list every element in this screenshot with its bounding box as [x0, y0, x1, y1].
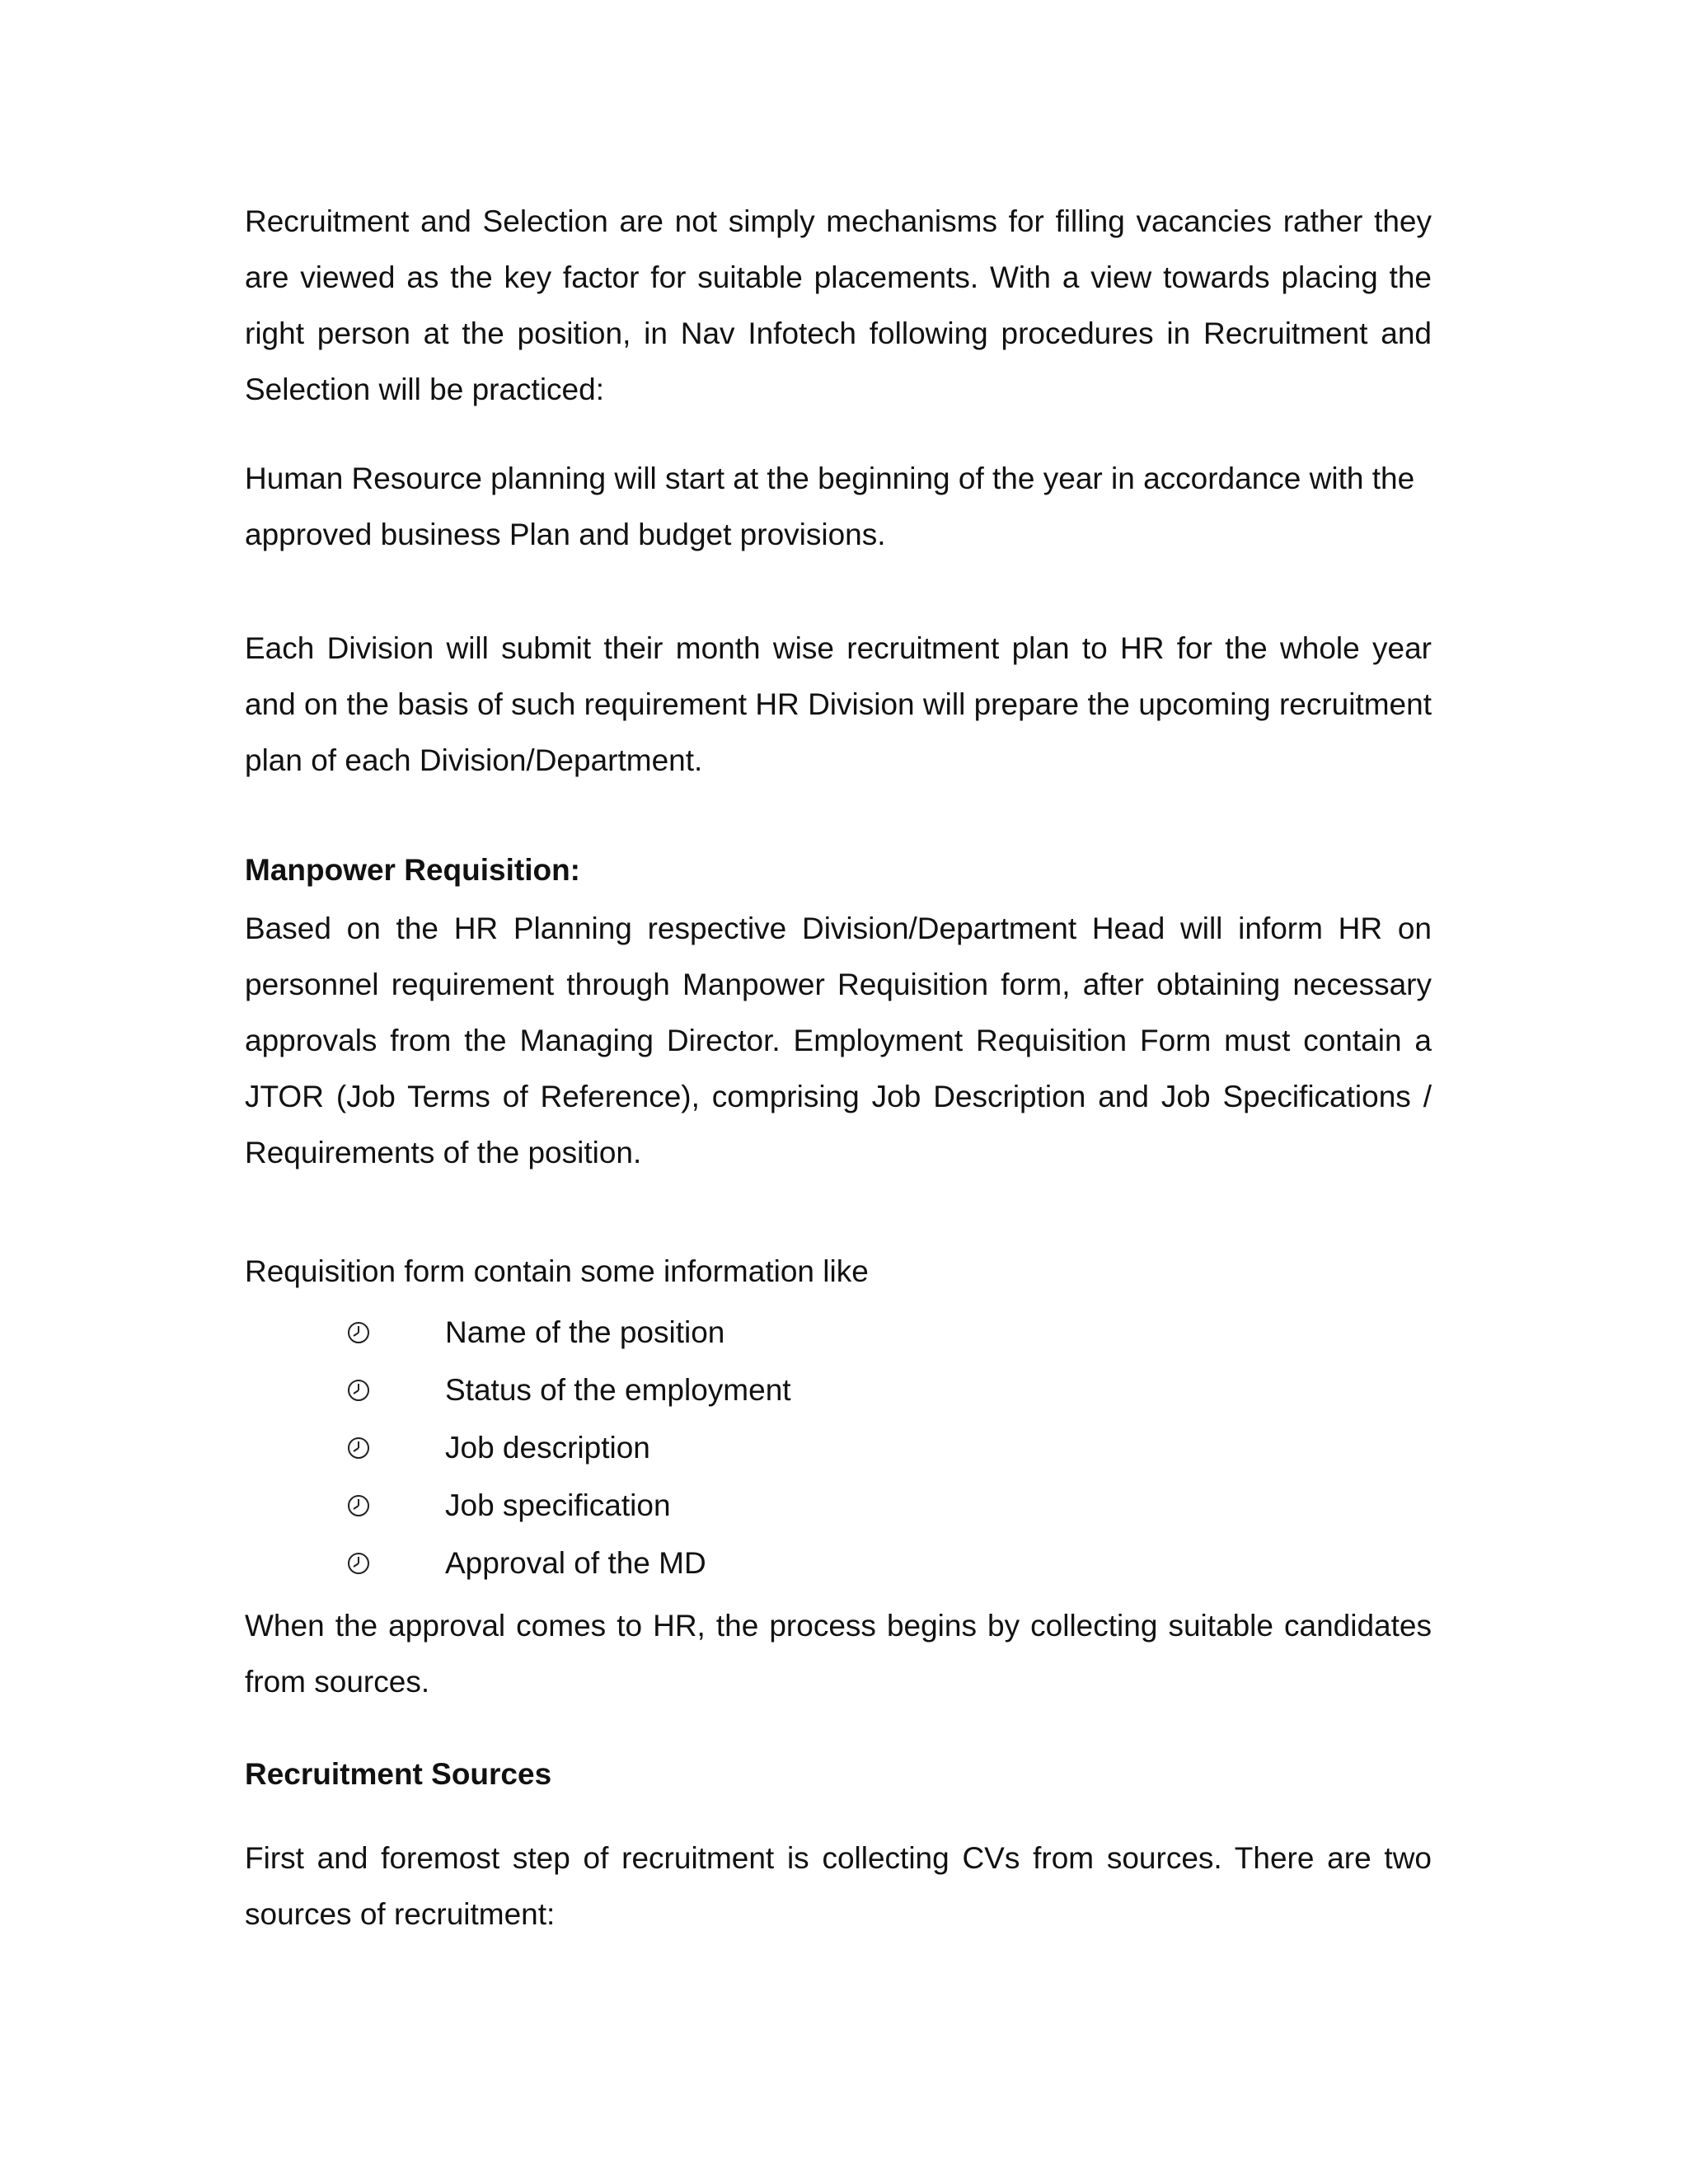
- clock-icon: [346, 1320, 445, 1345]
- clock-icon: [346, 1378, 445, 1403]
- manpower-requisition-heading: Manpower Requisition:: [245, 853, 580, 887]
- list-item: [346, 1419, 791, 1477]
- list-item-text: Name of the position: [445, 1315, 725, 1349]
- division-plan-paragraph: Each Division will submit their month wise recruitment plan to HR for the whole year and on the basis of such requirement HR Division will prepare the upcoming recruitment plan of each Division/Department.: [245, 631, 1432, 777]
- clock-icon: [346, 1493, 445, 1518]
- requisition-body-paragraph: Based on the HR Planning respective Division/Department Head will inform HR on personnel requirement through Manpower Requisition form, after obtaining necessary approvals from the Managing Director. Employment Requisition Form must contain a JTOR (Job Terms of Reference), comprising Job Description and Job Specifications / Requirements of the position.: [245, 912, 1432, 1169]
- list-item-text: Job specification: [445, 1488, 671, 1522]
- list-item: [346, 1304, 791, 1361]
- requisition-info-list: [346, 1304, 791, 1592]
- list-item-text: Job description: [445, 1431, 650, 1465]
- list-item: [346, 1535, 791, 1592]
- list-item: [346, 1361, 791, 1419]
- list-item: [346, 1477, 791, 1535]
- requisition-intro-paragraph: Requisition form contain some information like: [245, 1254, 869, 1288]
- intro-paragraph: Recruitment and Selection are not simply mechanisms for filling vacancies rather they are viewed as the key factor for suitable placements. With a view towards placing the right person at the position, in Nav Infotech following procedures in Recruitment and Selection will be practiced:: [245, 204, 1432, 406]
- clock-icon: [346, 1436, 445, 1460]
- approval-paragraph: When the approval comes to HR, the process begins by collecting suitable candidates from sources.: [245, 1609, 1432, 1699]
- hr-planning-paragraph: Human Resource planning will start at the beginning of the year in accordance with the approved business Plan and budget provisions.: [245, 462, 1415, 551]
- list-item-text: Status of the employment: [445, 1373, 791, 1407]
- sources-body-paragraph: First and foremost step of recruitment is collecting CVs from sources. There are two sources of recruitment:: [245, 1841, 1432, 1931]
- recruitment-sources-heading: Recruitment Sources: [245, 1757, 552, 1791]
- list-item-text: Approval of the MD: [445, 1546, 706, 1580]
- clock-icon: [346, 1551, 445, 1576]
